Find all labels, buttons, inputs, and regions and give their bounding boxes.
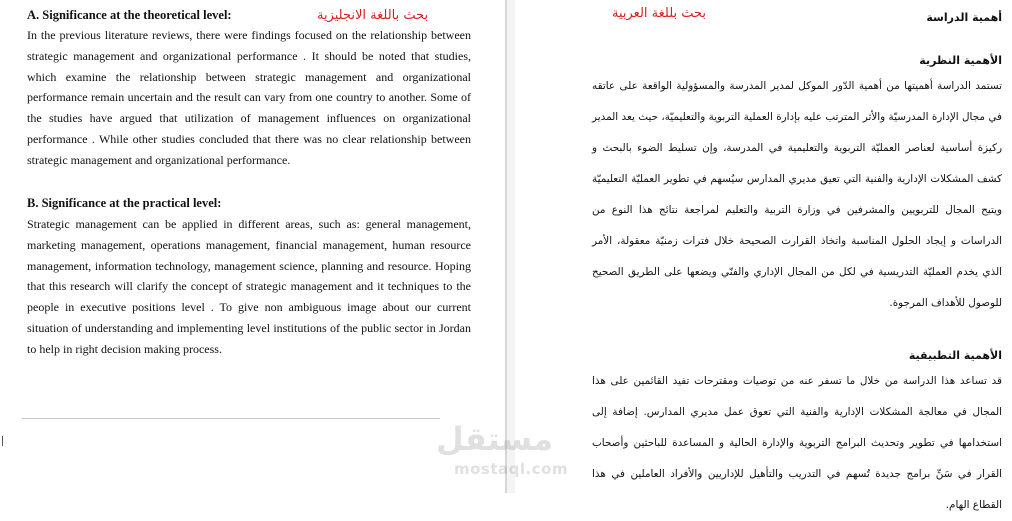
theoretical-body: تستمد الدراسة أهميتها من أهمية الدّور الموكل لمدير المدرسة والمسؤولية الواقعة على عاتقه في مجال الإدارة المدرسيّة والأثر المترتب عليه بإدارة العملية التربوية والتعليميّة، حيث يعد المدير ركيزة أساسية لعناصر العمليّة التربوية والتعليمية في المدرسة، وإن تسليط الضوء بالبحث و كشف المشكلات الإدارية والفنية التي تعيق مديري المدارس سيُسهم في تطوير العمليّة التعليميّة ويتيح المجال للتربويين والمشرفين في وزارة التربية والتعليم لمراجعة نتائج هذا النوع من الدراسات و إيجاد الحلول المناسبة واتخاذ القرارت الصحيحة خلال فترات زمنيّة معقولة، الأمر الذي يخدم العمليّة التدريسية في لكل من المجال الإداري والفنّي ويضعها على الطريق الصحيح للوصول للأهداف المرجوة. <box>592 80 1002 309</box>
page-margin-mark <box>2 436 3 446</box>
arabic-title: أهمية الدراسة <box>926 11 1002 24</box>
practical-body: قد تساعد هذا الدراسة من خلال ما تسفر عنه من توصيات ومقترحات تفيد القائمين على هذا المجال في معالجة المشكلات الإدارية والفنية التي تعوق عمل مديري المدارس. إضافة إلى استخدامها في تطوير وتحديث البرامج التربوية والإدارة الحالية و المساعدة للباحثين وأصحاب القرار في سَنِّ برامج جديدة تُسهم في التدريب والتأهيل للإداريين والأفراد العاملين في هذا القطاع الهام. <box>592 375 1002 511</box>
watermark-arabic-text: مستقل <box>436 420 554 458</box>
section-a-heading: A. Significance at the theoretical level: <box>27 8 232 22</box>
english-research-label: بحث باللغة الانجليزية <box>317 8 429 23</box>
theoretical-heading: الأهمية النظرية <box>919 54 1002 67</box>
page-gap <box>507 0 515 493</box>
section-b-body: Strategic management can be applied in different areas, such as: general management, marketing management, operations management, financial management, human resource management, information technology, management science, planning and resource. Hoping that this research will clarify the concept of strategic management and it techniques to the people in executive positions level . To give non ambiguous image about our current situation of understanding and implementing level institutions of the public sector in Jordan to help in right decision making process. <box>27 217 471 356</box>
arabic-research-label: بحث بللغة العربية <box>612 6 707 21</box>
english-page <box>0 0 505 493</box>
section-a-body: In the previous literature reviews, there were findings focused on the relationship between strategic management and organizational performance . It should be noted that studies, which examine the relationship between strategic management and organizational performance remain uncertain and the result can vary from one country to another. Some of the studies have argued that utilization of management influences on organizational performance . While other studies concluded that there was no clear relationship between strategic management and organizational performance. <box>27 28 471 167</box>
practical-heading: الأهمية التطبيقية <box>908 349 1002 362</box>
section-b-heading: B. Significance at the practical level: <box>27 196 222 210</box>
arabic-page <box>515 0 1012 511</box>
page-divider-line <box>22 418 440 419</box>
watermark-latin-text: mostaql.com <box>454 460 569 478</box>
